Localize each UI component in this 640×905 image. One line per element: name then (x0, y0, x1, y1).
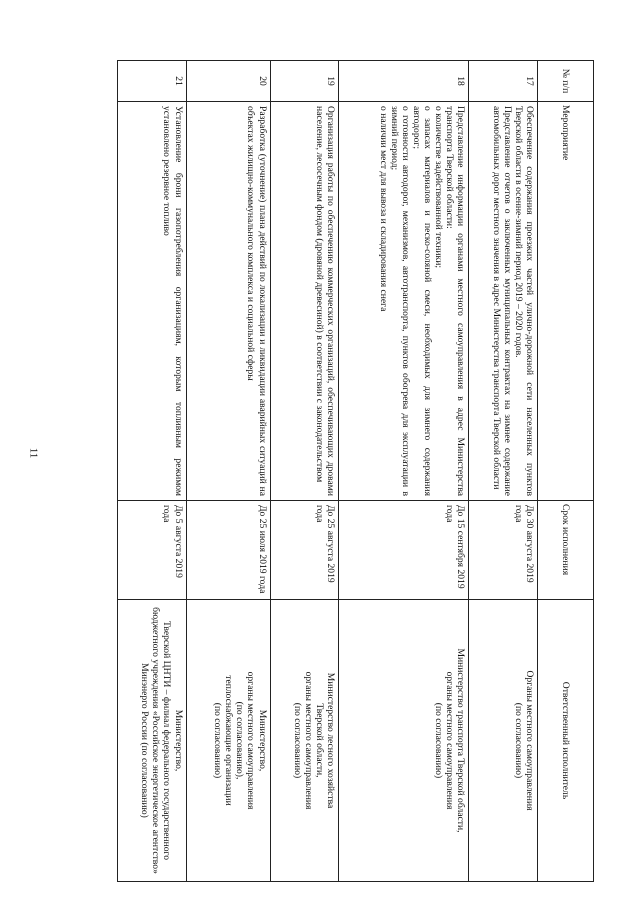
row-term: До 25 августа 2019 года (270, 501, 339, 600)
responsible-line: Министерство лесного хозяйства (325, 672, 337, 809)
responsible-line: Тверской ЦНТИ – филиал федерального государственного бюджетного учреждения «Российское энергетическое агентство» (150, 607, 173, 874)
responsible-line: Тверской области, (314, 703, 326, 778)
table-row (186, 61, 270, 882)
table-row (270, 61, 339, 882)
measure-line: о количестве задействованной техники; (433, 106, 445, 269)
header-measure: Мероприятие (538, 102, 594, 501)
row-measure (469, 102, 538, 501)
rotated-table-container (117, 60, 594, 882)
header-responsible: Ответственный исполнитель (538, 600, 594, 882)
responsible-line: теплоснабжающие организации (223, 675, 235, 806)
row-measure (270, 102, 339, 501)
table-row (118, 61, 187, 882)
measure-line: Представление информации органами местного самоуправления в адрес Министерства транспорта Тверской области: (444, 106, 467, 496)
row-term: До 5 августа 2019 года (118, 501, 187, 600)
responsible-line: органы местного самоуправления (245, 671, 257, 810)
responsible-line: органы местного самоуправления (302, 671, 314, 810)
row-term: До 15 сентября 2019 года (339, 501, 469, 600)
measure-line: Представление отчетов о заключенных муниципальных контрактах на зимнее содержание автомобильных дорог местного значения в адрес Министерства транспорта Тверской области (490, 106, 513, 496)
measures-table (117, 60, 594, 882)
row-responsible (118, 600, 187, 882)
header-number: № п/п (538, 61, 594, 102)
responsible-line: Минэнерго России (по согласованию) (139, 663, 151, 818)
responsible-line: (по согласованию) (212, 702, 224, 779)
table-row (469, 61, 538, 882)
measure-line: о запасах материалов и песко-соляной смеси, необходимых для зимнего содержания автодорог; (410, 106, 434, 496)
responsible-line: Министерство, (172, 709, 184, 772)
responsible-line: (по согласованию) (512, 702, 524, 779)
measure-line: Обеспечение содержания проезжих частей улично-дорожной сети населенных пунктов Тверской области в осенне-зимний период 2019 – 2020 годов. (512, 106, 535, 496)
responsible-line: (по согласованию) (433, 702, 445, 779)
row-responsible (339, 600, 469, 882)
row-measure (118, 102, 187, 501)
table-row (339, 61, 469, 882)
row-measure (186, 102, 270, 501)
row-number: 20 (186, 61, 270, 102)
responsible-line: Министерство транспорта Тверской области, (455, 648, 467, 833)
responsible-line: (по согласованию) (291, 702, 303, 779)
measure-line: Установление брони газопотребления организациям, которым топливным режимом установлено резервное топливо (161, 106, 184, 496)
responsible-line: органы местного самоуправления (444, 671, 456, 810)
row-term: До 25 июля 2019 года (186, 501, 270, 600)
row-measure (339, 102, 469, 501)
row-number: 17 (469, 61, 538, 102)
row-responsible (270, 600, 339, 882)
responsible-line: Органы местного самоуправления (524, 670, 535, 811)
responsible-line: Министерство, (256, 709, 268, 772)
responsible-line: (по согласованию), (234, 701, 246, 780)
row-number: 19 (270, 61, 339, 102)
measure-line: Организация работы по обеспечению коммерческих организаций, обеспечивающих дровами население, лесосечным фондом (дровяной древесиной) в соответствии с законодательством (314, 106, 337, 496)
header-term: Срок исполнения (538, 501, 594, 600)
row-number: 18 (339, 61, 469, 102)
row-term: До 30 августа 2019 года (469, 501, 538, 600)
measure-line: о наличии мест для вывоза и складирования снега (377, 106, 389, 312)
page-number: 11 (27, 447, 40, 459)
row-responsible (469, 600, 538, 882)
row-number: 21 (118, 61, 187, 102)
measure-line: Разработка (уточнение) плана действий по локализации и ликвидации аварийных ситуаций на объектах жилищно-коммунального комплекса и социальной сферы (245, 106, 268, 496)
row-responsible (186, 600, 270, 882)
table-header-row (538, 61, 594, 882)
measure-line: о готовности автодорог, механизмов, автотранспорта, пунктов обогрева для эксплуатации в зимний период; (388, 106, 411, 496)
